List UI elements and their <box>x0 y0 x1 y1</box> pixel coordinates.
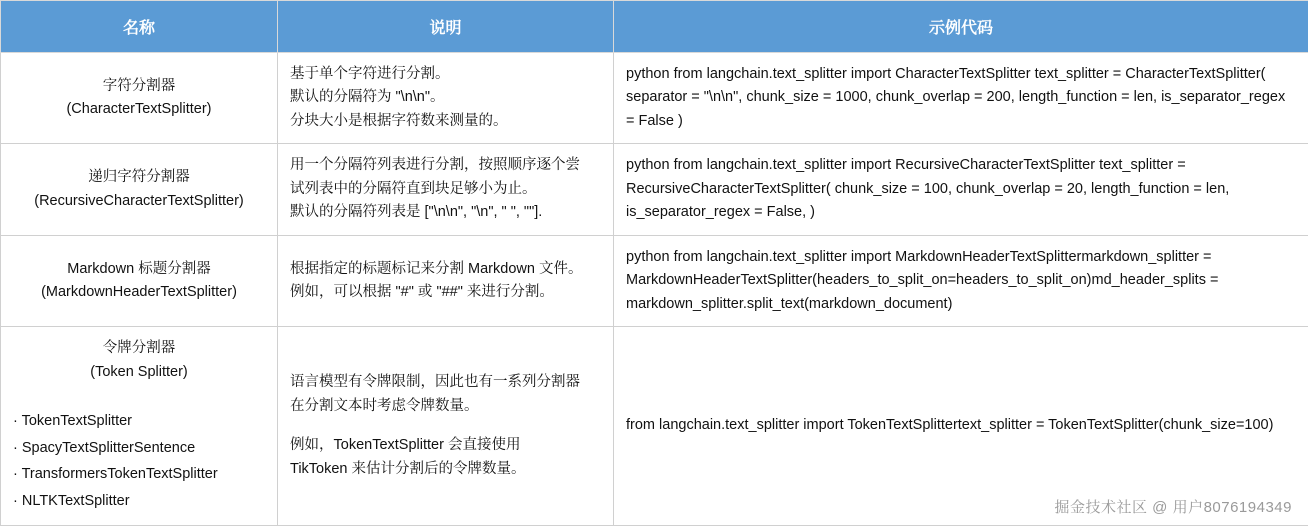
column-header-description: 说明 <box>278 1 614 53</box>
splitter-class-line: (CharacterTextSplitter) <box>66 101 212 118</box>
table-row <box>1 235 1308 326</box>
column-header-name: 名称 <box>1 1 278 53</box>
splitter-class-line: (MarkdownHeaderTextSplitter) <box>41 284 237 301</box>
list-item: · SpacyTextSplitterSentence <box>13 439 196 456</box>
list-item: · TokenTextSplitter <box>13 412 133 429</box>
description-line: 默认的分隔符为 "\n\n"。 <box>290 89 445 106</box>
description-line: 用一个分隔符列表进行分割，按照顺序逐个尝 <box>290 157 580 174</box>
description-line: 在分割文本时考虑令牌数量。 <box>290 397 479 414</box>
splitter-variant-list <box>13 387 265 515</box>
cell-name <box>1 327 278 526</box>
splitter-name-line: 字符分割器 <box>102 77 176 94</box>
description-line: 试列表中的分隔符直到块足够小为止。 <box>290 180 537 197</box>
cell-description <box>278 144 614 235</box>
description-line: 基于单个字符进行分割。 <box>290 66 450 82</box>
cell-name <box>1 53 278 144</box>
description-line: 根据指定的标题标记来分割 Markdown 文件。 <box>290 260 583 277</box>
cell-description <box>278 235 614 326</box>
table-header <box>1 1 1308 53</box>
cell-description <box>278 327 614 526</box>
list-item: · TransformersTokenTextSplitter <box>13 466 218 483</box>
splitter-class-line: (Token Splitter) <box>90 363 188 380</box>
paragraph-spacer <box>290 418 601 434</box>
description-line: 语言模型有令牌限制，因此也有一系列分割器 <box>290 374 580 391</box>
column-header-example-code: 示例代码 <box>614 1 1308 53</box>
splitter-name-line: 递归字符分割器 <box>88 169 190 186</box>
cell-example-code: python from langchain.text_splitter import MarkdownHeaderTextSplittermarkdown_splitter = MarkdownHeaderTextSplitter(headers_to_split_on=headers_to_split_on)md_header_splits = markdown_splitter.split_text(markdown_document) <box>614 235 1308 326</box>
cell-description <box>278 53 614 144</box>
splitter-name-line: 令牌分割器 <box>102 340 176 357</box>
description-line: 例如，可以根据 "#" 或 "##" 来进行分割。 <box>290 284 554 301</box>
splitter-class-line: (RecursiveCharacterTextSplitter) <box>34 192 244 209</box>
list-item: · NLTKTextSplitter <box>13 493 130 510</box>
table-row <box>1 53 1308 144</box>
splitter-name-line: Markdown 标题分割器 <box>67 260 211 277</box>
cell-example-code: python from langchain.text_splitter import RecursiveCharacterTextSplitter text_splitter = RecursiveCharacterTextSplitter( chunk_size = 100, chunk_overlap = 20, length_function = len, is_separator_regex = False, ) <box>614 144 1308 235</box>
description-line: 默认的分隔符列表是 ["\n\n", "\n", " ", ""]. <box>290 204 543 221</box>
cell-name <box>1 235 278 326</box>
description-line: 例如，TokenTextSplitter 会直接使用 <box>290 437 521 454</box>
table-header-row <box>1 1 1308 53</box>
table-row <box>1 144 1308 235</box>
table-body <box>1 53 1308 526</box>
cell-example-code: from langchain.text_splitter import TokenTextSplittertext_splitter = TokenTextSplitter(chunk_size=100) <box>614 327 1308 526</box>
description-line: 分块大小是根据字符数来测量的。 <box>290 112 508 129</box>
cell-example-code: python from langchain.text_splitter import CharacterTextSplitter text_splitter = CharacterTextSplitter( separator = "\n\n", chunk_size = 1000, chunk_overlap = 200, length_function = len, is_separator_regex = False ) <box>614 53 1308 144</box>
watermark: 掘金技术社区 @ 用户8076194349 <box>1054 499 1292 516</box>
description-line: TikToken 来估计分割后的令牌数量。 <box>290 460 526 477</box>
cell-name <box>1 144 278 235</box>
